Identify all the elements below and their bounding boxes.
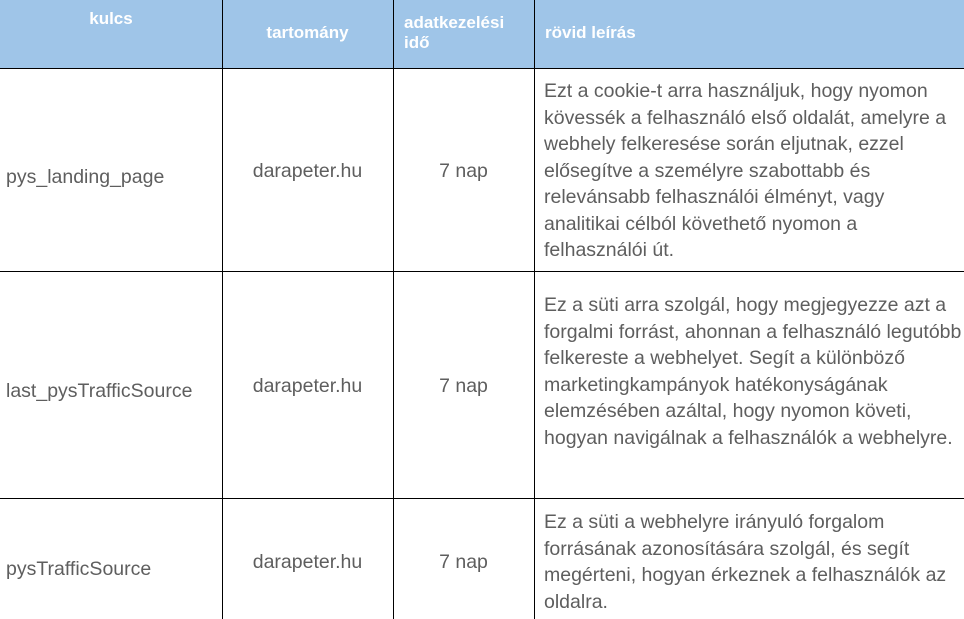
cell-domain: darapeter.hu	[252, 551, 363, 573]
cell-description: Ezt a cookie-t arra használjuk, hogy nyomon kövessék a felhasználó első oldalát, amelyre a webhely felkeresése során eljutnak, ezzel elősegítve a személyre szabottabb és relevánsabb felhasználói élményt, vagy analitikai célból követhető nyomon a felhasználói út.	[544, 80, 947, 261]
column-divider	[534, 0, 535, 619]
header-description: rövid leírás	[545, 23, 636, 42]
cell-key: pysTrafficSource	[6, 558, 152, 580]
cell-domain: darapeter.hu	[252, 375, 363, 397]
row-divider	[0, 498, 964, 499]
header-domain: tartomány	[266, 23, 349, 42]
cell-retention: 7 nap	[439, 375, 488, 397]
cell-description: Ez a süti arra szolgál, hogy megjegyezze azt a forgalmi forrást, ahonnan a felhasználó legutóbb felkereste a webhelyet. Segít a különböző marketingkampányok hatékonyságának elemzésében azáltal, hogy nyomon követi, hogyan navigálnak a felhasználók a webhelyre.	[544, 294, 962, 449]
header-key: kulcs	[89, 9, 133, 28]
row-divider	[0, 68, 964, 69]
cell-retention: 7 nap	[439, 551, 488, 573]
cell-description: Ez a süti a webhelyre irányuló forgalom forrásának azonosítására szolgál, és segít megérteni, hogyan érkeznek a felhasználók az oldalra.	[544, 511, 947, 613]
column-divider	[222, 0, 223, 619]
cell-domain: darapeter.hu	[252, 160, 363, 182]
column-divider	[393, 0, 394, 619]
cell-key: pys_landing_page	[6, 166, 165, 188]
cell-key: last_pysTrafficSource	[6, 380, 193, 402]
header-retention: adatkezelési idő	[404, 13, 505, 52]
cell-retention: 7 nap	[439, 160, 488, 182]
row-divider	[0, 271, 964, 272]
